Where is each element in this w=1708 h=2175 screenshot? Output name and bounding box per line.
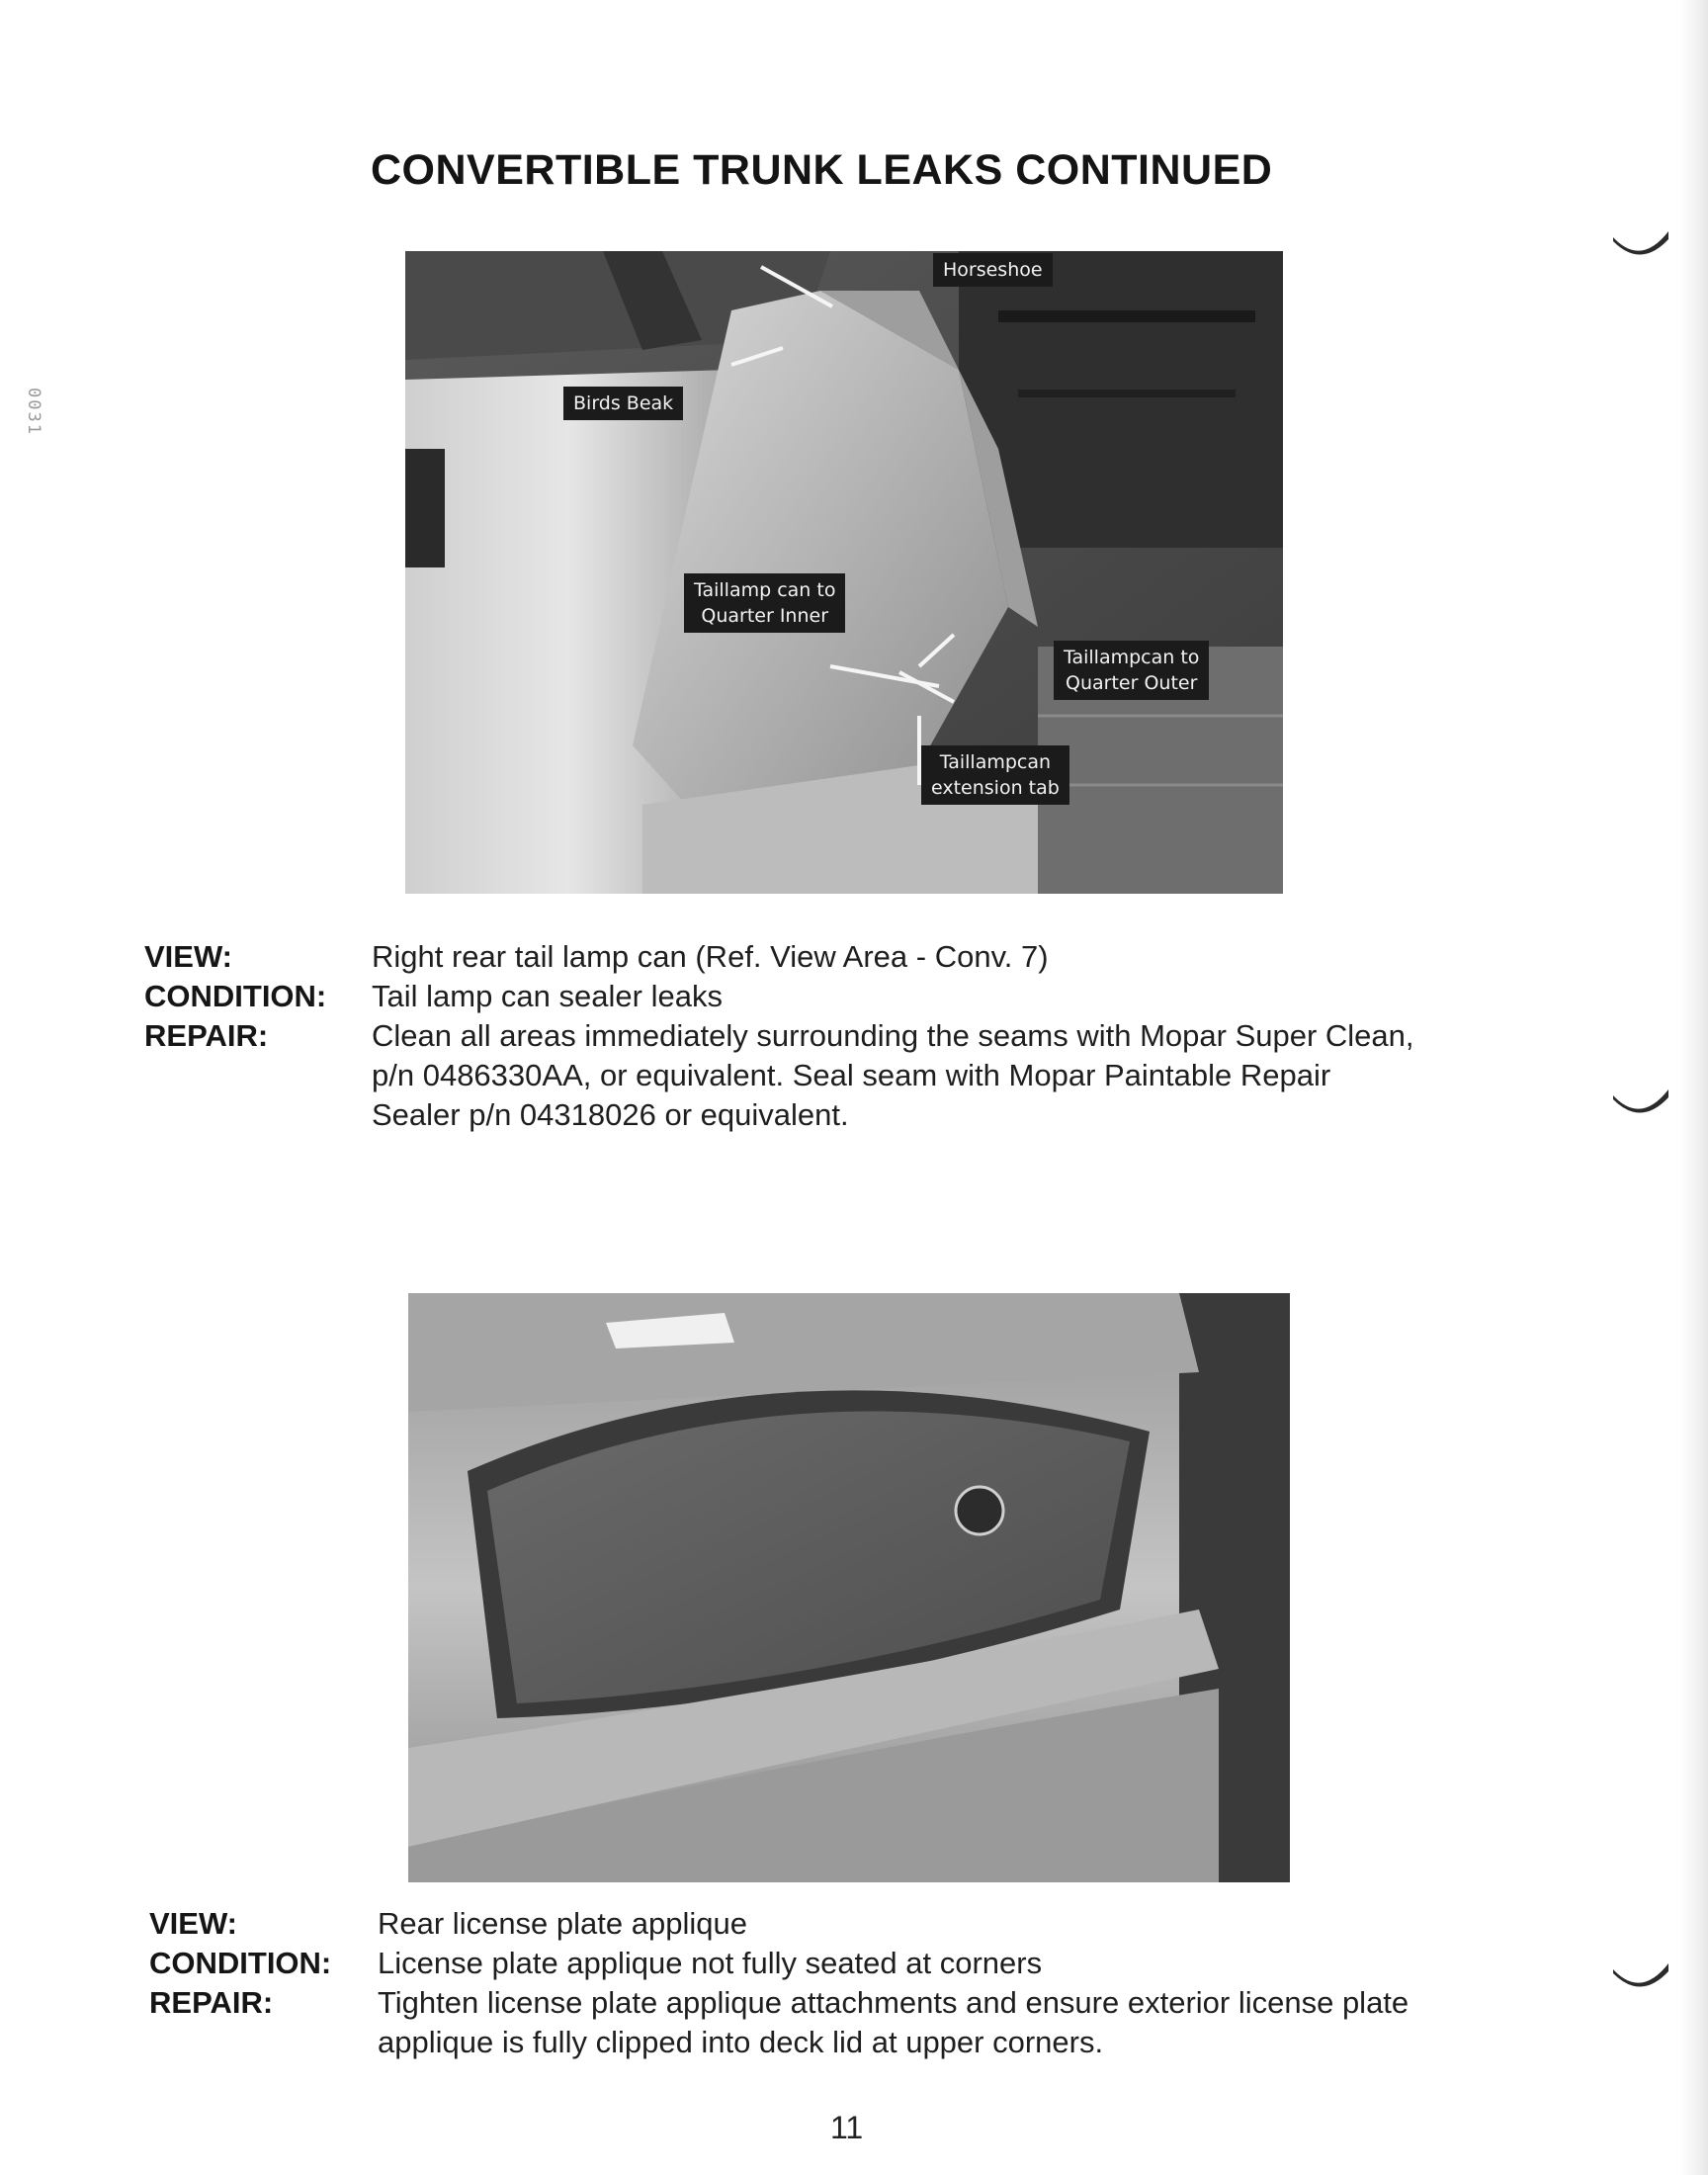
callout-line: Taillampcan (939, 751, 1052, 773)
callout-horseshoe: Horseshoe (933, 253, 1053, 287)
condition-text: Tail lamp can sealer leaks (372, 979, 723, 1013)
side-stamp: 0031 (24, 388, 43, 436)
condition-row (144, 977, 1528, 1016)
view-label: VIEW: (144, 939, 232, 974)
repair-text-line: Tighten license plate applique attachments and ensure exterior license plate (378, 1985, 1409, 2020)
view-text: Rear license plate applique (378, 1906, 747, 1941)
callout-taillamp-quarter-inner (684, 573, 845, 633)
view-row (149, 1904, 1533, 1944)
callout-birds-beak: Birds Beak (563, 387, 683, 420)
repair-row (149, 1983, 1533, 2023)
condition-label: CONDITION: (144, 979, 327, 1013)
view-text: Right rear tail lamp can (Ref. View Area - Conv. 7) (372, 939, 1049, 974)
view-row (144, 937, 1528, 977)
callout-line: Taillampcan to (1064, 647, 1200, 668)
condition-text: License plate applique not fully seated at corners (378, 1946, 1043, 1980)
repair-text-line: applique is fully clipped into deck lid at upper corners. (378, 2025, 1104, 2059)
callout-taillamp-extension (921, 745, 1069, 805)
repair-label: REPAIR: (144, 1018, 269, 1053)
repair-text-line: Clean all areas immediately surrounding the seams with Mopar Super Clean, (372, 1018, 1414, 1053)
callout-line: Taillamp can to (694, 579, 836, 601)
callout-line: Quarter Inner (701, 605, 829, 627)
binder-hole (1611, 1084, 1670, 1123)
condition-row (149, 1944, 1533, 1983)
license-plate-applique-photo (408, 1293, 1290, 1882)
repair-row (144, 1016, 1528, 1056)
page-title: CONVERTIBLE TRUNK LEAKS CONTINUED (371, 146, 1273, 194)
repair-text-line: Sealer p/n 04318026 or equivalent. (372, 1097, 849, 1132)
repair-text-line: p/n 0486330AA, or equivalent. Seal seam with Mopar Paintable Repair (372, 1058, 1331, 1092)
repair-entry (149, 1904, 1533, 2062)
repair-row-continued (144, 1056, 1528, 1095)
repair-row-continued (149, 2023, 1533, 2062)
callout-line: Quarter Outer (1066, 672, 1198, 694)
callout-line: extension tab (931, 777, 1060, 799)
repair-row-continued (144, 1095, 1528, 1135)
page-number: 11 (830, 2110, 864, 2145)
callout-taillamp-quarter-outer (1054, 641, 1209, 700)
binder-hole (1611, 225, 1670, 265)
repair-entry (144, 937, 1528, 1135)
binder-hole (1611, 1958, 1670, 1997)
condition-label: CONDITION: (149, 1946, 332, 1980)
trunk-seam-photo (405, 251, 1283, 894)
view-label: VIEW: (149, 1906, 237, 1941)
repair-label: REPAIR: (149, 1985, 274, 2020)
page-edge (1680, 0, 1708, 2175)
